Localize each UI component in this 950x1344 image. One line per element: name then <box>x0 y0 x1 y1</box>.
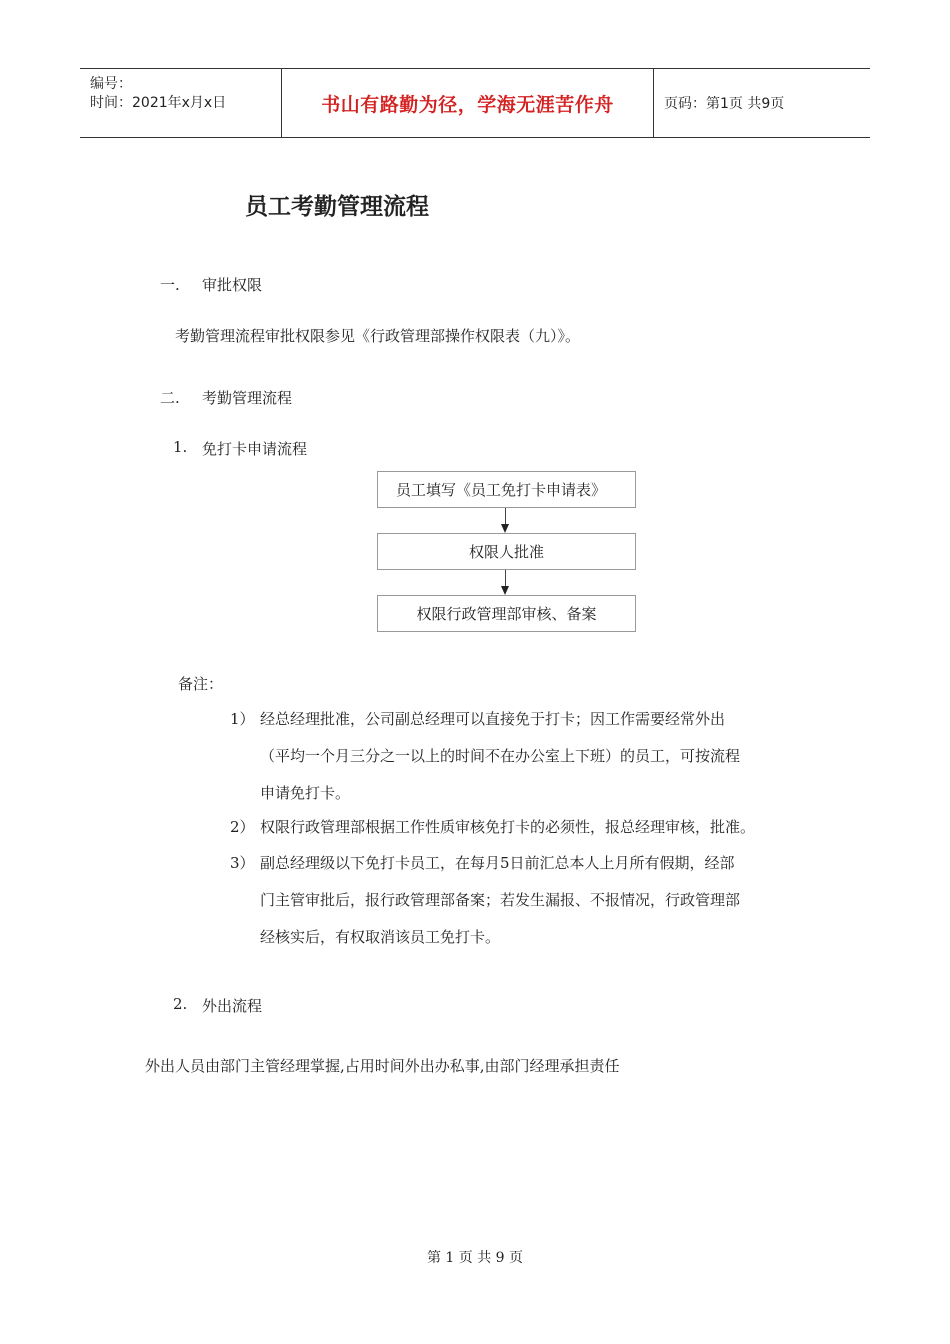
flow-step-3 <box>377 595 636 632</box>
flow-step-1 <box>377 471 636 508</box>
header-page-cell <box>654 69 870 137</box>
section-1-title: 审批权限 <box>202 276 263 294</box>
subsection-1-title: 免打卡申请流程 <box>202 440 308 458</box>
note-1-number: 1） <box>230 710 255 728</box>
section-2-number: 二. <box>160 389 180 407</box>
flow-arrow-2 <box>505 570 506 586</box>
page-info: 页码：第1页 共9页 <box>664 96 785 112</box>
note-3-number: 3） <box>230 854 255 872</box>
section-1-body: 考勤管理流程审批权限参见《行政管理部操作权限表（九）》。 <box>175 327 581 345</box>
notes-label: 备注： <box>178 675 224 693</box>
note-2-line-1: 权限行政管理部根据工作性质审核免打卡的必须性，报总经理审核，批准。 <box>260 818 756 836</box>
document-header <box>80 68 870 138</box>
note-1-line-3: 申请免打卡。 <box>260 784 351 802</box>
number-label: 编号： <box>90 76 132 92</box>
header-meta-cell <box>80 69 282 137</box>
time-label: 时间：2021年x月x日 <box>90 95 227 111</box>
section-2-title: 考勤管理流程 <box>202 389 293 407</box>
subsection-2-body: 外出人员由部门主管经理掌握,占用时间外出办私事,由部门经理承担责任 <box>145 1057 620 1075</box>
subsection-2-number: 2. <box>173 995 188 1013</box>
subsection-1-number: 1. <box>173 438 188 456</box>
note-1-line-2: （平均一个月三分之一以上的时间不在办公室上下班）的员工，可按流程 <box>260 747 741 765</box>
flow-arrow-1 <box>505 508 506 524</box>
arrow-down-icon <box>501 524 509 533</box>
header-motto-cell <box>282 69 654 137</box>
page-title: 员工考勤管理流程 <box>245 194 429 220</box>
note-3-line-3: 经核实后，有权取消该员工免打卡。 <box>260 928 501 946</box>
subsection-2-title: 外出流程 <box>202 997 263 1015</box>
flow-step-1-label: 员工填写《员工免打卡申请表》 <box>396 481 607 499</box>
flow-step-3-label: 权限行政管理部审核、备案 <box>416 605 597 623</box>
flow-step-2 <box>377 533 636 570</box>
arrow-down-icon <box>501 586 509 595</box>
note-1-line-1: 经总经理批准，公司副总经理可以直接免于打卡；因工作需要经常外出 <box>260 710 726 728</box>
note-3-line-2: 门主管审批后，报行政管理部备案；若发生漏报、不报情况，行政管理部 <box>260 891 741 909</box>
page-footer: 第 1 页 共 9 页 <box>426 1250 524 1266</box>
motto: 书山有路勤为径，学海无涯苦作舟 <box>321 93 614 116</box>
section-1-number: 一. <box>160 276 180 294</box>
note-3-line-1: 副总经理级以下免打卡员工，在每月5日前汇总本人上月所有假期，经部 <box>260 854 735 872</box>
flow-step-2-label: 权限人批准 <box>468 543 544 561</box>
note-2-number: 2） <box>230 818 255 836</box>
